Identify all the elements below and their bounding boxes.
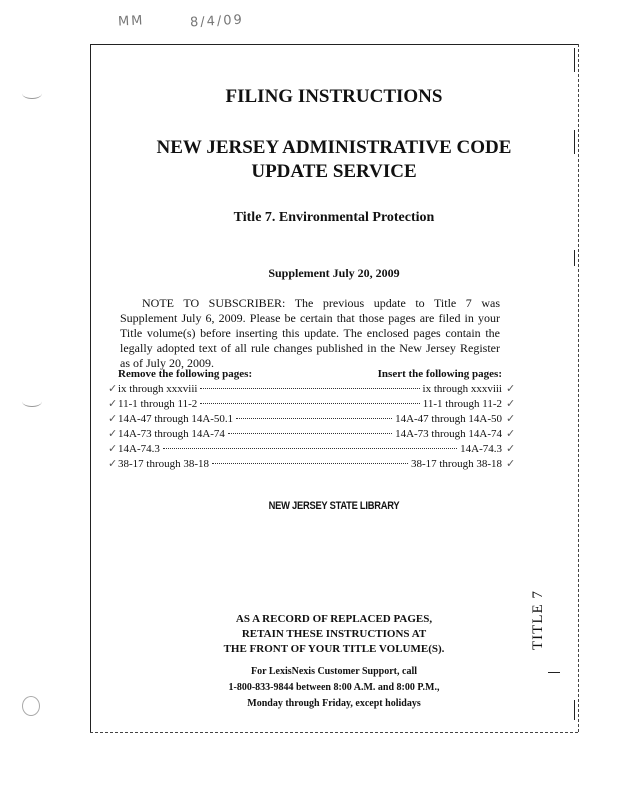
dot-leader [200,388,419,389]
support-line-2: 1-800-833-9844 between 8:00 A.M. and 8:00 P.M., [228,682,440,693]
library-stamp: NEW JERSEY STATE LIBRARY [268,500,400,512]
check-mark-icon: ✓ [506,412,516,425]
check-mark-icon: ✓ [506,442,516,455]
remove-range: 14A-47 through 14A-50.1 [118,413,234,425]
insert-range: ix through xxxviii [422,383,502,395]
punch-hole-mark [22,696,40,716]
customer-support [90,664,578,712]
table-row [118,412,502,427]
title-subtitle: Title 7. Environmental Protection [233,210,435,225]
pages-table-header [118,367,502,382]
document-title: FILING INSTRUCTIONS [225,86,443,107]
record-line-1: AS A RECORD OF REPLACED PAGES, [235,613,433,625]
punch-hole-mark [22,88,42,99]
remove-pages-header: Remove the following pages: [118,368,253,380]
remove-range: ix through xxxviii [118,383,198,395]
check-mark-icon: ✓ [108,442,118,455]
table-row [118,382,502,397]
code-title-line-2: UPDATE SERVICE [251,161,417,182]
handwritten-date: 8/4/09 [189,12,245,31]
remove-range: 38-17 through 38-18 [118,458,210,470]
pages-table [118,367,502,472]
insert-range: 11-1 through 11-2 [422,398,502,410]
record-line-2: RETAIN THESE INSTRUCTIONS AT [241,628,427,640]
check-mark-icon: ✓ [506,457,516,470]
dot-leader [236,418,392,419]
spine-label: TITLE 7 [530,590,546,650]
check-mark-icon: ✓ [108,382,118,395]
insert-range: 14A-74.3 [460,443,502,455]
table-row [118,457,502,472]
record-instructions [90,612,578,657]
code-title [90,136,578,184]
check-mark-icon: ✓ [108,412,118,425]
support-line-3: Monday through Friday, except holidays [247,698,421,709]
spine-edge-line [574,250,575,266]
handwritten-initials: MM [117,13,145,30]
support-line-1: For LexisNexis Customer Support, call [250,666,417,677]
page-border-bottom [90,732,578,733]
spine-edge-line [574,130,575,154]
supplement-date: Supplement July 20, 2009 [268,266,400,280]
table-row [118,427,502,442]
code-title-line-1: NEW JERSEY ADMINISTRATIVE CODE [156,137,512,158]
check-mark-icon: ✓ [506,427,516,440]
insert-pages-header: Insert the following pages: [377,368,502,380]
subscriber-note-text: NOTE TO SUBSCRIBER: The previous update to Title 7 was Supplement July 6, 2009. Please be certain that those pages are filed in your Title volume(s) before inserting this update. The enclosed pages contain the legally adopted text of all rule changes published in the New Jersey Register as of July 20, 2009. [120,296,500,370]
table-row [118,442,502,457]
table-row [118,397,502,412]
spine-edge-line [574,48,575,72]
page-border-right [578,44,579,732]
dot-leader [163,448,457,449]
check-mark-icon: ✓ [108,397,118,410]
dot-leader [212,463,408,464]
insert-range: 14A-47 through 14A-50 [395,413,502,425]
dot-leader [200,403,420,404]
remove-range: 11-1 through 11-2 [118,398,198,410]
check-mark-icon: ✓ [108,427,118,440]
dot-leader [228,433,392,434]
remove-range: 14A-74.3 [118,443,160,455]
insert-range: 38-17 through 38-18 [410,458,502,470]
insert-range: 14A-73 through 14A-74 [395,428,502,440]
punch-hole-mark [22,396,42,407]
subscriber-note [120,296,500,371]
remove-range: 14A-73 through 14A-74 [118,428,225,440]
spine-divider [548,672,560,673]
check-mark-icon: ✓ [108,457,118,470]
check-mark-icon: ✓ [506,397,516,410]
record-line-3: THE FRONT OF YOUR TITLE VOLUME(S). [223,643,445,655]
spine-edge-line [574,700,575,720]
check-mark-icon: ✓ [506,382,516,395]
